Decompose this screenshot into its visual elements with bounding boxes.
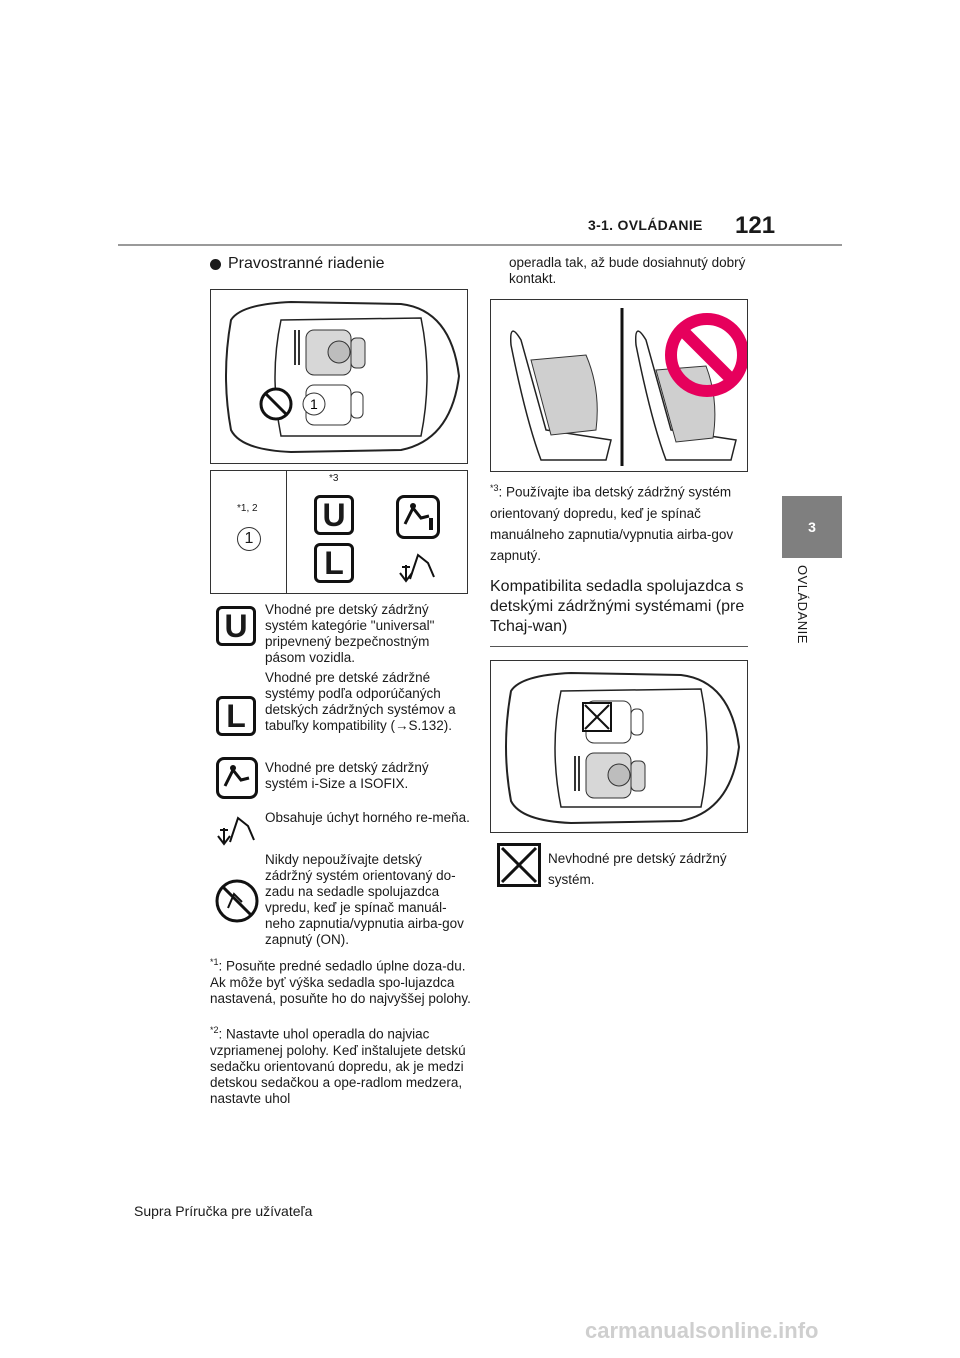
note-3-text: : Používajte iba detský zádržný systém orientovaný dopredu, keď je spínač manuálneho zapnutia/vypnutia airba-gov zapnutý. (490, 484, 734, 563)
note-2-text: : Nastavte uhol operadla do najviac vzpriamenej polohy. Keď inštalujete detskú sedačku orientovanú dopredu, ak je medzi detskou sedačkou a ope-radlom medzera, nastavte uhol (210, 1026, 466, 1106)
chapter-label: OVLÁDANIE (795, 565, 810, 644)
car-outline-taiwan-icon (491, 661, 747, 832)
l-icon: L (314, 543, 354, 583)
legend-text-airbag-warning: Nikdy nepoužívajte detský zádržný systém orientovaný do-zadu na sedadle spolujazdca vpredu, keď je spínač manuál-neho zapnutia/vypnutia airba-gov zapnutý (ON). (265, 852, 464, 947)
legend-text-universal: Vhodné pre detský zádržný systém kategórie "universal" pripevnený bezpečnostným pásom vozidla. (265, 602, 435, 665)
table-note-1-2: *1, 2 (237, 503, 258, 514)
bullet-heading (210, 255, 385, 273)
position-1-icon: 1 (237, 527, 261, 551)
watermark: carmanualsonline.info (585, 1318, 819, 1343)
seat-symbol-table (210, 470, 468, 594)
note-1-mark: *1 (210, 957, 219, 967)
isize-isofix-icon (216, 757, 258, 799)
table-note-3: *3 (329, 473, 339, 484)
child-seat-contact-figure (490, 299, 748, 472)
note-2 (210, 1022, 472, 1107)
universal-u-icon: U (216, 606, 256, 646)
note-2-mark: *2 (210, 1025, 219, 1035)
l-icon: L (216, 696, 256, 736)
chapter-tab[interactable]: 3 (782, 496, 842, 558)
car-top-view-taiwan-figure (490, 660, 748, 833)
footer-manual-title: Supra Príručka pre užívateľa (134, 1203, 313, 1219)
section-title: 3-1. OVLÁDANIE (588, 217, 703, 233)
compatibility-heading: Kompatibilita sedadla spolujazdca s detskými zádržnými systémami (pre Tchaj-wan) (490, 578, 745, 635)
legend-text-isize: Vhodné pre detský zádržný systém i-Size a ISOFIX. (265, 760, 429, 791)
note-1 (210, 954, 472, 1007)
continued-text: operadla tak, až bude dosiahnutý dobrý kontakt. (509, 255, 746, 286)
page-number: 121 (735, 212, 776, 239)
child-seat-illustration-icon (491, 300, 747, 471)
compatibility-heading-rule (490, 646, 748, 647)
x-box-icon (497, 843, 541, 887)
svg-text:1: 1 (310, 396, 318, 412)
top-tether-anchor-icon (396, 543, 440, 587)
x-legend-text: Nevhodné pre detský zádržný systém. (548, 851, 727, 887)
car-outline-icon (211, 290, 467, 463)
isize-isofix-icon (396, 495, 440, 539)
car-top-view-rhd-figure (210, 289, 468, 464)
legend-text-l: Vhodné pre detské zádržné systémy podľa odporúčaných detských zádržných systémov a tabuľky kompatibility (→S.132). (265, 670, 456, 733)
no-rear-facing-seat-icon (214, 878, 260, 924)
universal-u-icon: U (314, 495, 354, 535)
bullet-heading-text: Pravostranné riadenie (228, 255, 385, 272)
table-divider (286, 471, 287, 593)
note-3 (490, 478, 752, 566)
note-3-mark: *3 (490, 483, 499, 493)
note-1-text: : Posuňte predné sedadlo úplne doza-du. Ak môže byť výška sedadla spo-lujazdca nastavená, posuňte ho do najvyššej polohy. (210, 958, 471, 1006)
bullet-dot-icon (210, 259, 221, 270)
header-divider (118, 244, 842, 246)
top-tether-anchor-icon (214, 808, 258, 848)
legend-text-top-tether: Obsahuje úchyt horného re-meňa. (265, 810, 470, 825)
